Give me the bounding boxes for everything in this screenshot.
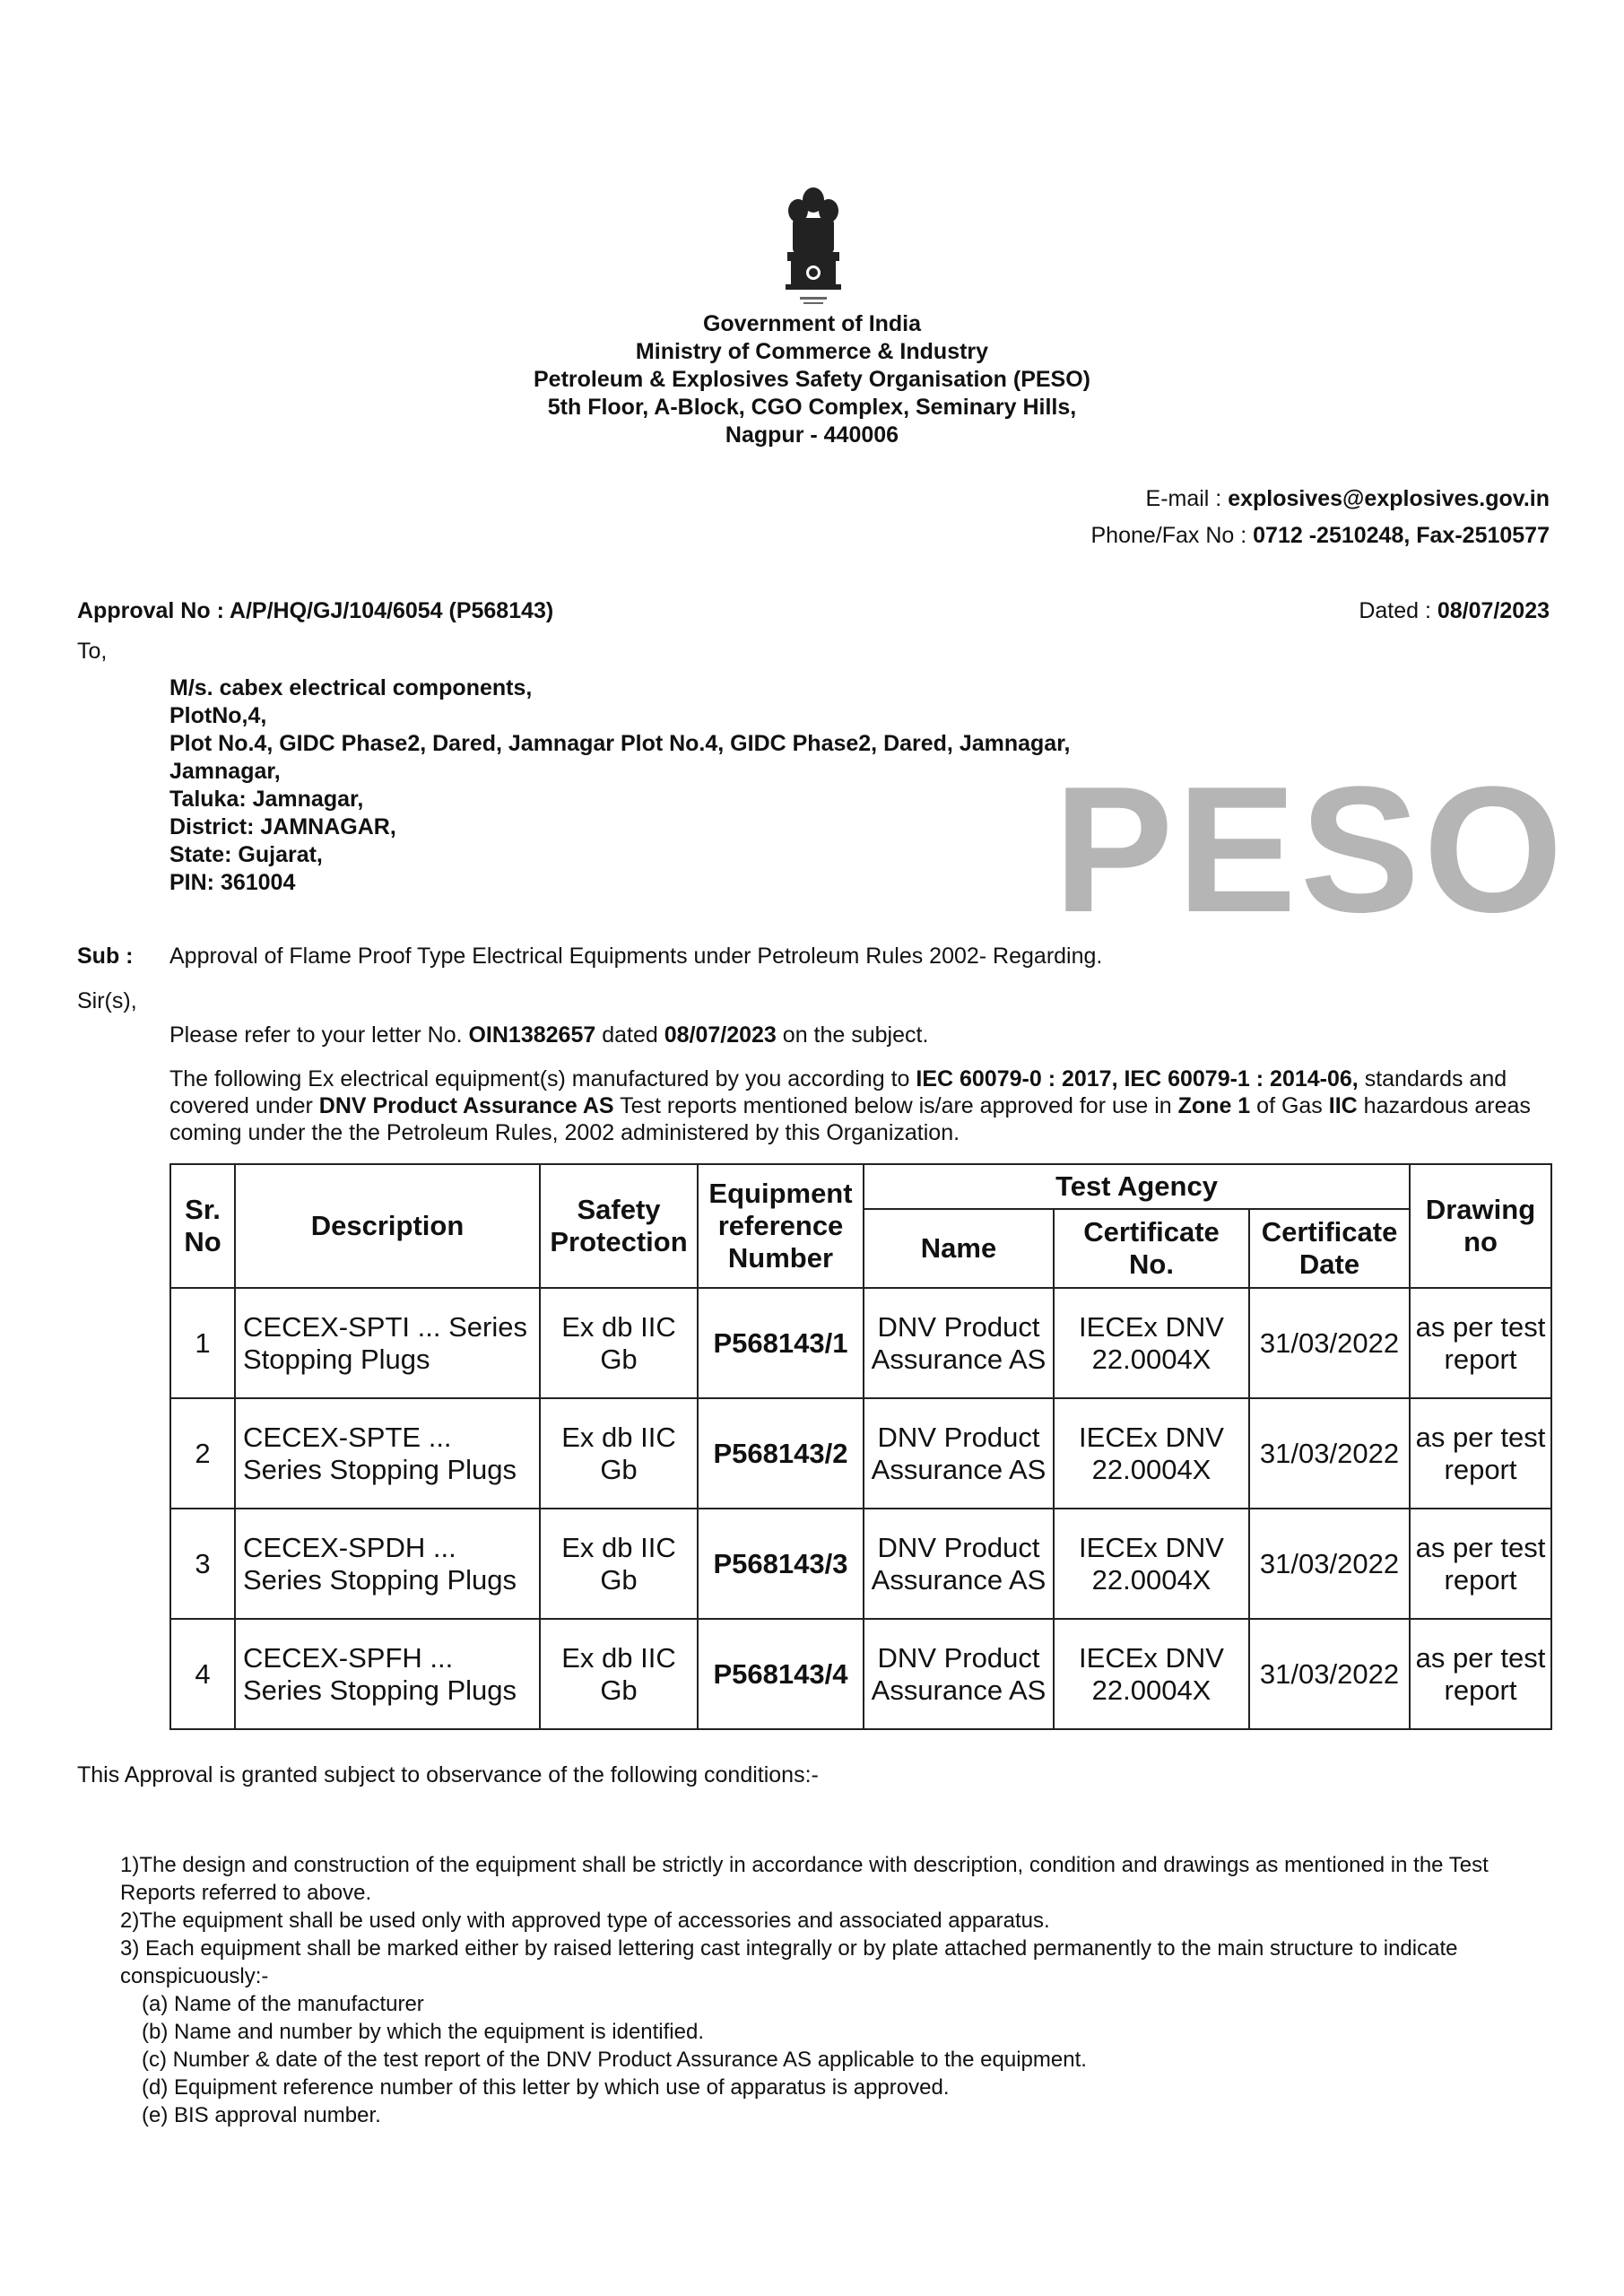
email-link[interactable]: explosives@explosives.gov.in bbox=[1228, 486, 1550, 511]
recipient-address bbox=[169, 674, 1071, 897]
header-line: Petroleum & Explosives Safety Organisation (PESO) bbox=[533, 367, 1090, 392]
conditions-list bbox=[120, 1851, 1555, 2129]
header-safety-protection: Safety Protection bbox=[540, 1164, 698, 1288]
address-line: Taluka: Jamnagar, bbox=[169, 787, 364, 812]
sub-condition-item: (c) Number & date of the test report of the DNV Product Assurance AS applicable to the equipment. bbox=[142, 2048, 1087, 2072]
approval-number: Approval No : A/P/HQ/GJ/104/6054 (P568143) bbox=[77, 598, 554, 623]
cell-sr: 1 bbox=[170, 1288, 235, 1398]
header-equipment-reference: Equipment reference Number bbox=[698, 1164, 864, 1288]
cell-reference: P568143/3 bbox=[698, 1509, 864, 1619]
cell-safety: Ex db IIC Gb bbox=[540, 1509, 698, 1619]
header-certificate-date: Certificate Date bbox=[1249, 1209, 1410, 1288]
letterhead bbox=[0, 310, 1624, 449]
header-test-agency: Test Agency bbox=[864, 1164, 1410, 1209]
cell-agency-name: DNV Product Assurance AS bbox=[864, 1398, 1054, 1509]
table-row bbox=[170, 1398, 1551, 1509]
cell-certificate-date: 31/03/2022 bbox=[1249, 1619, 1410, 1729]
cell-certificate-no: IECEx DNV 22.0004X bbox=[1054, 1398, 1249, 1509]
header-line: 5th Floor, A-Block, CGO Complex, Seminary Hills, bbox=[547, 395, 1077, 420]
address-line: PlotNo,4, bbox=[169, 703, 267, 728]
header-sr-no: Sr. No bbox=[170, 1164, 235, 1288]
cell-agency-name: DNV Product Assurance AS bbox=[864, 1509, 1054, 1619]
header-name: Name bbox=[864, 1209, 1054, 1288]
address-line: PIN: 361004 bbox=[169, 870, 296, 895]
header-line: Government of India bbox=[702, 311, 922, 336]
cell-certificate-date: 31/03/2022 bbox=[1249, 1288, 1410, 1398]
approval-date: Dated : 08/07/2023 bbox=[1359, 598, 1550, 623]
address-line: M/s. cabex electrical components, bbox=[169, 675, 533, 700]
to-label: To, bbox=[77, 639, 108, 664]
cell-agency-name: DNV Product Assurance AS bbox=[864, 1619, 1054, 1729]
salutation: Sir(s), bbox=[77, 988, 137, 1013]
header-line: Nagpur - 440006 bbox=[725, 422, 899, 448]
cell-certificate-date: 31/03/2022 bbox=[1249, 1509, 1410, 1619]
header-description: Description bbox=[235, 1164, 540, 1288]
approval-paragraph: The following Ex electrical equipment(s) manufactured by you according to IEC 60079-0 : 2017, IEC 60079-1 : 2014-06, standards and covered under DNV Product Assurance AS Test reports mentioned below is/are approved for use in Zone 1 of Gas IIC hazardous areas coming under the the Petroleum Rules, 2002 administered by this Organization. bbox=[169, 1066, 1531, 1145]
cell-certificate-no: IECEx DNV 22.0004X bbox=[1054, 1619, 1249, 1729]
phone-line: Phone/Fax No : 0712 -2510248, Fax-2510577 bbox=[1090, 523, 1550, 548]
cell-drawing: as per test report bbox=[1410, 1398, 1551, 1509]
cell-certificate-date: 31/03/2022 bbox=[1249, 1398, 1410, 1509]
peso-watermark: PESO bbox=[1054, 750, 1567, 950]
address-line: Jamnagar, bbox=[169, 759, 281, 784]
cell-safety: Ex db IIC Gb bbox=[540, 1288, 698, 1398]
table-row bbox=[170, 1288, 1551, 1398]
cell-description: CECEX-SPFH ... Series Stopping Plugs bbox=[235, 1619, 540, 1729]
cell-safety: Ex db IIC Gb bbox=[540, 1619, 698, 1729]
cell-description: CECEX-SPTI ... Series Stopping Plugs bbox=[235, 1288, 540, 1398]
table-row bbox=[170, 1509, 1551, 1619]
subject-label: Sub : bbox=[77, 944, 134, 969]
cell-reference: P568143/4 bbox=[698, 1619, 864, 1729]
cell-safety: Ex db IIC Gb bbox=[540, 1398, 698, 1509]
national-emblem-icon bbox=[773, 184, 854, 318]
cell-reference: P568143/1 bbox=[698, 1288, 864, 1398]
condition-item: 2)The equipment shall be used only with approved type of accessories and associated apparatus. bbox=[120, 1909, 1050, 1933]
table-row bbox=[170, 1619, 1551, 1729]
sub-condition-item: (a) Name of the manufacturer bbox=[142, 1992, 424, 2016]
email-line: E-mail : explosives@explosives.gov.in bbox=[1145, 486, 1550, 511]
phone-number: 0712 -2510248, Fax-2510577 bbox=[1253, 523, 1550, 548]
reference-paragraph: Please refer to your letter No. OIN1382657 dated 08/07/2023 on the subject. bbox=[169, 1022, 929, 1048]
cell-reference: P568143/2 bbox=[698, 1398, 864, 1509]
cell-certificate-no: IECEx DNV 22.0004X bbox=[1054, 1288, 1249, 1398]
address-line: District: JAMNAGAR, bbox=[169, 814, 396, 839]
conditions-intro: This Approval is granted subject to observance of the following conditions:- bbox=[77, 1762, 819, 1787]
cell-sr: 2 bbox=[170, 1398, 235, 1509]
condition-item: 1)The design and construction of the equipment shall be strictly in accordance with description, condition and drawings as mentioned in the Test Reports referred to above. bbox=[120, 1853, 1489, 1905]
contact-info bbox=[1091, 481, 1550, 554]
condition-item: 3) Each equipment shall be marked either by raised lettering cast integrally or by plate attached permanently to the main structure to indicate conspicuously:- bbox=[120, 1936, 1458, 1988]
header-drawing-no: Drawing no bbox=[1410, 1164, 1551, 1288]
cell-drawing: as per test report bbox=[1410, 1619, 1551, 1729]
header-certificate-no: Certificate No. bbox=[1054, 1209, 1249, 1288]
subject-text: Approval of Flame Proof Type Electrical Equipments under Petroleum Rules 2002- Regarding. bbox=[169, 944, 1103, 969]
header-line: Ministry of Commerce & Industry bbox=[635, 339, 989, 364]
equipment-table bbox=[169, 1163, 1552, 1730]
cell-certificate-no: IECEx DNV 22.0004X bbox=[1054, 1509, 1249, 1619]
sub-condition-item: (e) BIS approval number. bbox=[142, 2103, 381, 2127]
cell-description: CECEX-SPTE ... Series Stopping Plugs bbox=[235, 1398, 540, 1509]
sub-condition-item: (b) Name and number by which the equipment is identified. bbox=[142, 2020, 704, 2044]
address-line: Plot No.4, GIDC Phase2, Dared, Jamnagar Plot No.4, GIDC Phase2, Dared, Jamnagar, bbox=[169, 731, 1071, 756]
cell-description: CECEX-SPDH ... Series Stopping Plugs bbox=[235, 1509, 540, 1619]
address-line: State: Gujarat, bbox=[169, 842, 323, 867]
cell-drawing: as per test report bbox=[1410, 1288, 1551, 1398]
sub-condition-item: (d) Equipment reference number of this letter by which use of apparatus is approved. bbox=[142, 2075, 950, 2100]
cell-sr: 3 bbox=[170, 1509, 235, 1619]
cell-drawing: as per test report bbox=[1410, 1509, 1551, 1619]
cell-sr: 4 bbox=[170, 1619, 235, 1729]
cell-agency-name: DNV Product Assurance AS bbox=[864, 1288, 1054, 1398]
